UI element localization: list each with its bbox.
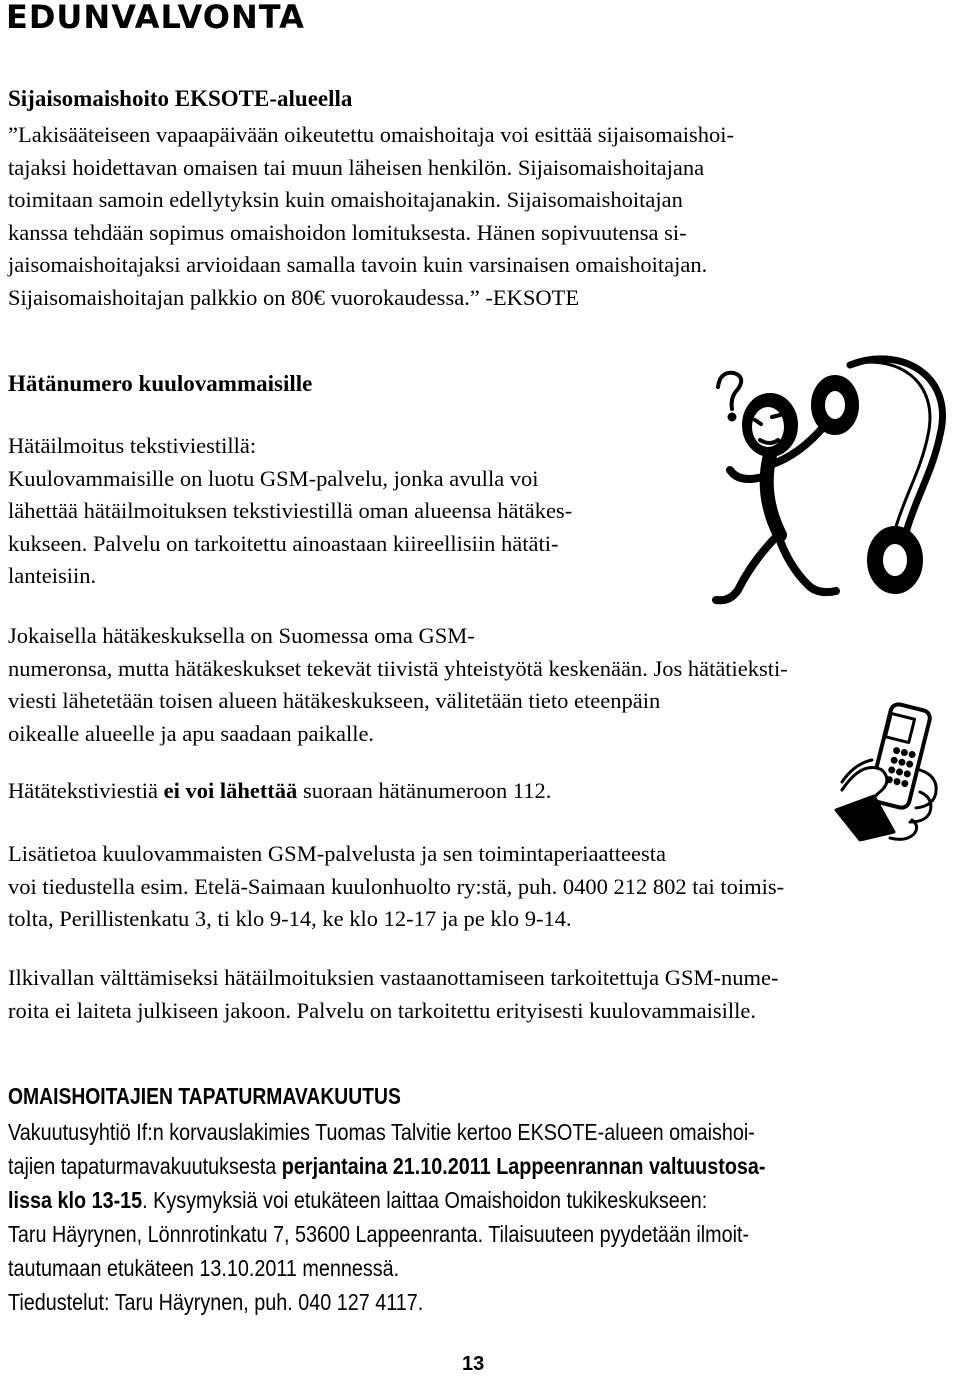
text-line: Kuulovammaisille on luotu GSM-palvelu, jonka avulla voi (8, 465, 539, 491)
text-line: Tiedustelut: Taru Häyrynen, puh. 040 127 4117. (8, 1289, 424, 1315)
text-line: Taru Häyrynen, Lönnrotinkatu 7, 53600 Lappeenranta. Tilaisuuteen pyydetään ilmoit- (8, 1221, 750, 1247)
text-line: tajaksi hoidettavan omaisen tai muun läheisen henkilön. Sijaisomaishoitajana (8, 154, 705, 180)
page-heading: EDUNVALVONTA (6, 0, 305, 36)
text-line: ”Lakisääteiseen vapaapäivään oikeutettu omaishoitaja voi esittää sijaisomaishoi- (8, 122, 734, 147)
section-title-tapaturmavakuutus: OMAISHOITAJIEN TAPATURMAVAKUUTUS (8, 1083, 401, 1109)
text-line: voi tiedustella esim. Etelä-Saimaan kuulonhuolto ry:stä, puh. 0400 212 802 tai toimis- (8, 873, 785, 899)
section-title-sijaisomaishoito: Sijaisomaishoito EKSOTE-alueella (8, 86, 353, 111)
section-title-hatanumero: Hätänumero kuulovammaisille (8, 371, 313, 396)
text-bold: perjantaina 21.10.2011 Lappeenrannan valtuustosa- (281, 1153, 766, 1179)
text-line: Vakuutusyhtiö If:n korvauslakimies Tuomas Talvitie kertoo EKSOTE-alueen omaishoi- (8, 1119, 755, 1145)
text-line: numeronsa, mutta hätäkeskukset tekevät tiivistä yhteistyötä keskenään. Jos hätätieksti- (8, 655, 788, 681)
text-normal: . Kysymyksiä voi etukäteen laittaa Omaishoidon tukikeskukseen: (142, 1187, 708, 1213)
text-line (8, 1149, 765, 1183)
text-line: kukseen. Palvelu on tarkoitettu ainoastaan kiireellisiin hätäti- (8, 530, 559, 556)
text-line: tolta, Perillistenkatu 3, ti klo 9-14, ke klo 12-17 ja pe klo 9-14. (8, 906, 572, 931)
phone-person-illustration (700, 345, 960, 615)
text-line (8, 1183, 765, 1217)
text-line: tautumaan etukäteen 13.10.2011 mennessä. (8, 1255, 400, 1281)
text-line: lähettää hätäilmoituksen tekstiviestillä oman alueensa hätäkes- (8, 498, 573, 523)
mobile-phone-illustration (832, 700, 957, 850)
section2-intro (8, 430, 572, 593)
page-number: 13 (462, 1353, 485, 1375)
text-line: Jokaisella hätäkeskuksella on Suomessa oma GSM- (8, 623, 475, 648)
warning-suffix: suoraan hätänumeroon 112. (297, 778, 552, 803)
text-line: toimitaan samoin edellytyksin kuin omaishoitajanakin. Sijaisomaishoitajan (8, 187, 683, 212)
text-line: roita ei laiteta julkiseen jakoon. Palvelu on tarkoitettu erityisesti kuulovammaisille. (8, 997, 756, 1023)
warning-bold: ei voi lähettää (163, 778, 298, 803)
text-line: oikealle alueelle ja apu saadaan paikalle. (8, 720, 375, 746)
section1-body (8, 119, 734, 314)
section2-para3 (8, 838, 784, 936)
intro-label: Hätäilmoitus tekstiviestillä: (8, 433, 257, 458)
section2-para4 (8, 962, 778, 1027)
warning-prefix: Hätätekstiviestiä (8, 778, 164, 803)
section2-para2 (8, 620, 788, 750)
section3-body (8, 1115, 765, 1319)
text-line: viesti lähetetään toisen alueen hätäkeskukseen, välitetään tieto eteenpäin (8, 688, 661, 713)
text-line: Lisätietoa kuulovammaisten GSM-palvelusta ja sen toimintaperiaatteesta (8, 841, 666, 866)
text-line: jaisomaishoitajaksi arvioidaan samalla tavoin kuin varsinaisen omaishoitajan. (8, 252, 708, 277)
text-bold: lissa klo 13-15 (8, 1187, 143, 1213)
text-normal: tajien tapaturmavakuutuksesta (8, 1153, 282, 1179)
text-line: kanssa tehdään sopimus omaishoidon lomituksesta. Hänen sopivuutensa si- (8, 219, 687, 245)
warning-line (8, 775, 551, 808)
text-line: Ilkivallan välttämiseksi hätäilmoituksien vastaanottamiseen tarkoitettuja GSM-nume- (8, 965, 779, 990)
text-line: lanteisiin. (8, 563, 97, 588)
text-line: Sijaisomaishoitajan palkkio on 80€ vuorokaudessa.” -EKSOTE (8, 284, 580, 310)
